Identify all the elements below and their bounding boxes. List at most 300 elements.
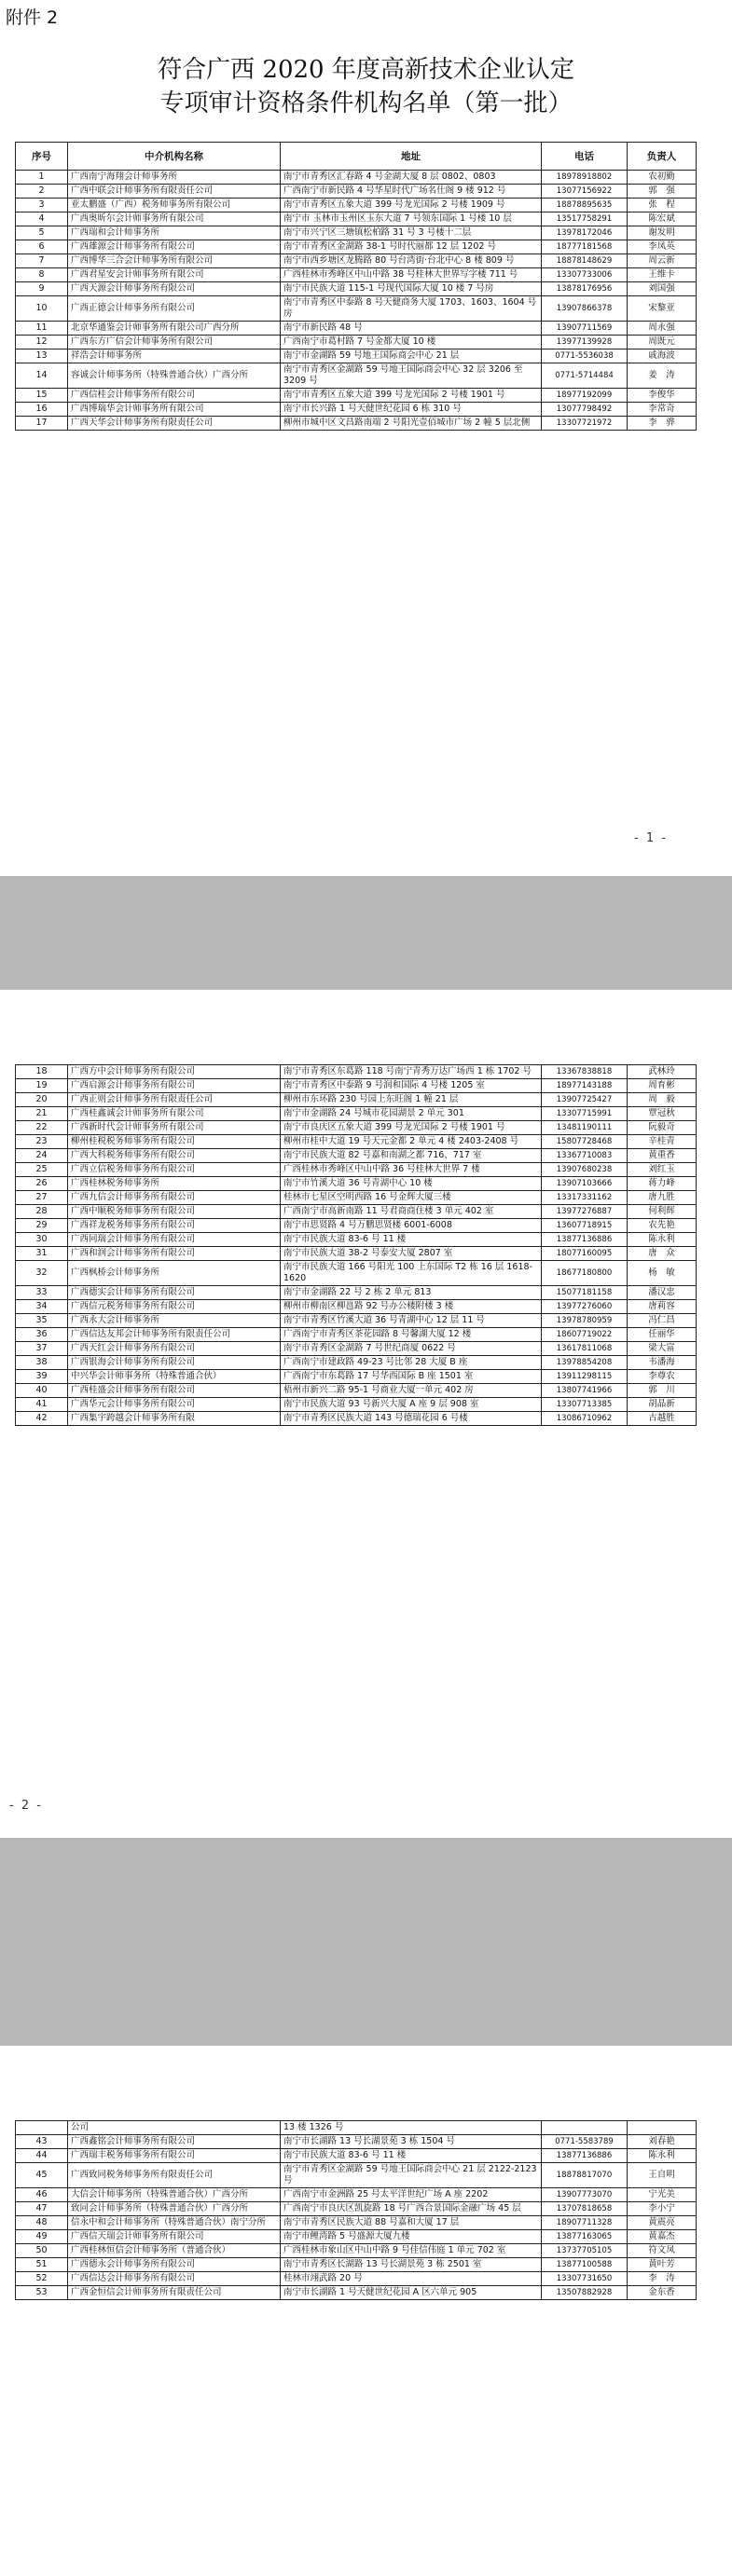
row-leader: 唐九胜	[628, 1191, 697, 1205]
row-agency-name: 广西德永会计师事务所有限公司	[68, 2258, 281, 2272]
row-leader	[628, 2121, 697, 2135]
row-leader: 黄嘉杰	[628, 2230, 697, 2244]
row-address: 广西桂林市秀峰区中山中路 36 号桂林大世界 7 楼	[281, 1163, 542, 1177]
row-seq: 7	[16, 254, 68, 268]
row-seq: 1	[16, 171, 68, 185]
row-agency-name: 广西信达会计师事务所有限公司	[68, 2272, 281, 2286]
row-agency-name: 广西博瑞华会计师事务所有限公司	[68, 403, 281, 417]
row-seq: 47	[16, 2202, 68, 2216]
row-agency-name: 广西和润会计师事务所有限公司	[68, 1247, 281, 1261]
row-agency-name: 北京华通鉴会计师事务所有限公司广西分所	[68, 322, 281, 336]
row-leader: 辛桂青	[628, 1135, 697, 1149]
table-row	[16, 240, 697, 254]
row-seq: 48	[16, 2216, 68, 2230]
row-phone: 13978172046	[542, 226, 628, 240]
row-address: 南宁市民族大道 83-6 号 11 楼	[281, 1233, 542, 1247]
row-address: 南宁市良庆区五象大道 399 号龙光国际 2 号楼 1901 号	[281, 1121, 542, 1135]
row-seq: 16	[16, 403, 68, 417]
row-seq: 39	[16, 1370, 68, 1384]
row-agency-name: 信永中和会计师事务所（特殊普通合伙）南宁分所	[68, 2216, 281, 2230]
row-phone: 13481190111	[542, 1121, 628, 1135]
row-seq: 27	[16, 1191, 68, 1205]
row-seq: 46	[16, 2188, 68, 2202]
row-address: 南宁市青秀区民族大道 88 号嘉和大厦 17 层	[281, 2216, 542, 2230]
row-seq: 15	[16, 389, 68, 403]
row-address: 南宁市竹溪大道 36 号青湖中心 10 楼	[281, 1177, 542, 1191]
row-phone: 13878176956	[542, 282, 628, 296]
row-agency-name: 广西集宇跨越会计师事务所有限	[68, 1412, 281, 1426]
row-address: 广西南宁市东葛路 17 号华西国际 B 座 1501 室	[281, 1370, 542, 1384]
row-seq: 13	[16, 349, 68, 363]
table-row	[16, 1247, 697, 1261]
row-address: 南宁市金湖路 24 号城市花园湖景 2 单元 301	[281, 1107, 542, 1121]
table-row	[16, 268, 697, 282]
row-leader: 梁大富	[628, 1342, 697, 1356]
row-seq: 30	[16, 1233, 68, 1247]
table-row	[16, 349, 697, 363]
row-leader: 符文凤	[628, 2244, 697, 2258]
row-phone: 15077181158	[542, 1286, 628, 1300]
table-row	[16, 185, 697, 199]
table-row	[16, 199, 697, 212]
row-address: 广西南宁市建政路 49-23 号比邻 28 大厦 B 座	[281, 1356, 542, 1370]
table-row	[16, 1149, 697, 1163]
table-row	[16, 2188, 697, 2202]
row-phone: 13077156922	[542, 185, 628, 199]
row-address: 南宁市长湖路 13 号长湖景苑 3 栋 1504 号	[281, 2135, 542, 2149]
row-leader: 黄叶芳	[628, 2258, 697, 2272]
table-row	[16, 1314, 697, 1328]
row-phone: 13707818658	[542, 2202, 628, 2216]
page-number: - 2 -	[9, 1799, 43, 1813]
row-phone: 18677180800	[542, 1261, 628, 1286]
table-header-row	[16, 143, 697, 171]
row-leader: 覃冠秋	[628, 1107, 697, 1121]
table-row	[16, 1342, 697, 1356]
row-leader: 周 毅	[628, 1093, 697, 1107]
row-agency-name: 广西东方广信会计师事务所有限公司	[68, 336, 281, 349]
row-seq: 41	[16, 1398, 68, 1412]
row-leader: 李 骅	[628, 417, 697, 431]
row-address: 广西南宁市葛村路 7 号金都大厦 10 楼	[281, 336, 542, 349]
row-leader: 刘春艳	[628, 2135, 697, 2149]
row-leader: 宋黎亚	[628, 296, 697, 322]
row-agency-name: 广西君星安会计师事务所有限公司	[68, 268, 281, 282]
row-seq: 4	[16, 212, 68, 226]
table-body	[16, 2121, 697, 2300]
row-leader: 韦潘海	[628, 1356, 697, 1370]
row-agency-name: 广西永大会计师事务所	[68, 1314, 281, 1328]
table-row	[16, 363, 697, 389]
table-row	[16, 336, 697, 349]
row-seq: 28	[16, 1205, 68, 1219]
agency-table-page-2	[15, 1064, 697, 1426]
table-row	[16, 1121, 697, 1135]
row-leader: 周既元	[628, 336, 697, 349]
table-row	[16, 322, 697, 336]
row-address: 广西南宁市良庆区凯旋路 18 号广西合景国际金融广场 45 层	[281, 2202, 542, 2216]
table-row	[16, 1079, 697, 1093]
row-agency-name: 广西同瑞会计师事务所有限公司	[68, 1233, 281, 1247]
row-seq: 14	[16, 363, 68, 389]
row-agency-name: 广西天源会计师事务所有限公司	[68, 282, 281, 296]
table-row	[16, 254, 697, 268]
row-address: 广西南宁市新民路 4 号华星时代广场名仕阁 9 楼 912 号	[281, 185, 542, 199]
table-row	[16, 1093, 697, 1107]
page-number: - 1 -	[634, 831, 668, 845]
row-address: 南宁市青秀区中泰路 8 号天健商务大厦 1703、1603、1604 号房	[281, 296, 542, 322]
row-leader: 农先艳	[628, 1219, 697, 1233]
row-phone: 13307731650	[542, 2272, 628, 2286]
row-leader: 任丽华	[628, 1328, 697, 1342]
table-row	[16, 2258, 697, 2272]
row-agency-name: 广西方中会计师事务所有限公司	[68, 1065, 281, 1079]
document-page-2	[0, 990, 732, 1838]
row-phone	[542, 2121, 628, 2135]
row-address: 柳州市桂中大道 19 号天元金都 2 单元 4 楼 2403-2408 号	[281, 1135, 542, 1149]
row-phone: 15807728468	[542, 1135, 628, 1149]
header-phone: 电话	[542, 143, 628, 171]
table-row	[16, 1412, 697, 1426]
row-leader: 蒋力峰	[628, 1177, 697, 1191]
table-body	[16, 1065, 697, 1426]
table-row	[16, 1286, 697, 1300]
row-agency-name: 广西启源会计师事务所有限公司	[68, 1079, 281, 1093]
row-agency-name: 广西金恒信会计师事务所有限责任公司	[68, 2286, 281, 2300]
row-seq: 50	[16, 2244, 68, 2258]
row-seq: 10	[16, 296, 68, 322]
row-agency-name: 广西银海会计师事务所有限公司	[68, 1356, 281, 1370]
row-agency-name: 亚太鹏盛（广西）税务师事务所有限公司	[68, 199, 281, 212]
row-leader: 黄重香	[628, 1149, 697, 1163]
row-seq: 3	[16, 199, 68, 212]
row-seq: 9	[16, 282, 68, 296]
row-agency-name: 广西桂林税务师事务所	[68, 1177, 281, 1191]
row-leader: 陈宏斌	[628, 212, 697, 226]
row-address: 南宁市新民路 48 号	[281, 322, 542, 336]
row-leader: 李俊华	[628, 389, 697, 403]
row-leader: 李常奇	[628, 403, 697, 417]
row-address: 南宁市青秀区民族大道 143 号德瑞花园 6 号楼	[281, 1412, 542, 1426]
row-agency-name: 广西正德会计师事务所有限公司	[68, 296, 281, 322]
row-phone: 18977143188	[542, 1079, 628, 1093]
row-seq: 5	[16, 226, 68, 240]
row-agency-name: 广西中顺税务师事务所有限公司	[68, 1205, 281, 1219]
row-phone: 13086710962	[542, 1412, 628, 1426]
row-phone: 13517758291	[542, 212, 628, 226]
row-seq: 22	[16, 1121, 68, 1135]
row-leader: 金东香	[628, 2286, 697, 2300]
row-seq: 33	[16, 1286, 68, 1300]
row-agency-name: 广西大科税务师事务所有限公司	[68, 1149, 281, 1163]
row-seq: 2	[16, 185, 68, 199]
row-address: 南宁市民族大道 166 号阳光 100 上东国际 T2 栋 16 层 1618-1620	[281, 1261, 542, 1286]
row-leader: 杨 敏	[628, 1261, 697, 1286]
row-leader: 刘国强	[628, 282, 697, 296]
row-leader: 李 涛	[628, 2272, 697, 2286]
row-leader: 何利辉	[628, 1205, 697, 1219]
row-leader: 武林玲	[628, 1065, 697, 1079]
row-phone: 18878817070	[542, 2163, 628, 2188]
table-row	[16, 2135, 697, 2149]
row-phone: 13617811068	[542, 1342, 628, 1356]
row-phone: 13737705105	[542, 2244, 628, 2258]
row-address: 南宁市青秀区金湖路 59 号地王国际商会中心 32 层 3206 至 3209 号	[281, 363, 542, 389]
document-page-1	[0, 0, 732, 876]
row-leader: 周育彬	[628, 1079, 697, 1093]
table-row	[16, 1065, 697, 1079]
row-phone: 18777181568	[542, 240, 628, 254]
table-row	[16, 1177, 697, 1191]
row-agency-name: 广西九信会计师事务所有限公司	[68, 1191, 281, 1205]
table-row	[16, 2121, 697, 2135]
row-phone: 13367710083	[542, 1149, 628, 1163]
table-row	[16, 296, 697, 322]
row-address: 南宁市长湖路 1 号天健世纪花园 A 区六单元 905	[281, 2286, 542, 2300]
row-leader: 冯仁昌	[628, 1314, 697, 1328]
row-leader: 郭 川	[628, 1384, 697, 1398]
row-address: 南宁市青秀区五象大道 399 号龙光国际 2 号楼 1901 号	[281, 389, 542, 403]
row-seq: 44	[16, 2149, 68, 2163]
row-address: 柳州市东环路 230 号园上东旺阁 1 幢 21 层	[281, 1093, 542, 1107]
row-address: 南宁市 玉林市玉州区玉东大道 7 号领东国际 1 号楼 10 层	[281, 212, 542, 226]
row-address: 南宁市民族大道 82 号嘉和南湖之都 716、717 室	[281, 1149, 542, 1163]
row-agency-name: 广西枫桥会计师事务所	[68, 1261, 281, 1286]
row-phone: 0771-5714484	[542, 363, 628, 389]
row-seq: 38	[16, 1356, 68, 1370]
row-phone: 13877136886	[542, 1233, 628, 1247]
row-phone: 13307721972	[542, 417, 628, 431]
row-agency-name: 祥浩会计师事务所	[68, 349, 281, 363]
row-seq: 36	[16, 1328, 68, 1342]
row-phone: 13907711569	[542, 322, 628, 336]
table-row	[16, 212, 697, 226]
table-row	[16, 1328, 697, 1342]
row-seq: 8	[16, 268, 68, 282]
row-seq: 31	[16, 1247, 68, 1261]
row-phone: 13877100588	[542, 2258, 628, 2272]
header-agency-name: 中介机构名称	[68, 143, 281, 171]
table-row	[16, 1135, 697, 1149]
row-phone: 13907680238	[542, 1163, 628, 1177]
row-address: 广西南宁市高新南路 11 号君商商住楼 3 单元 402 室	[281, 1205, 542, 1219]
row-address: 南宁市青秀区金湖路 59 号地王国际商会中心 21 层 2122-2123 号	[281, 2163, 542, 2188]
row-agency-name: 柳州桂税税务师事务所有限公司	[68, 1135, 281, 1149]
row-agency-name: 广西信桂会计师事务所有限公司	[68, 389, 281, 403]
row-seq: 25	[16, 1163, 68, 1177]
row-address: 广西南宁市金洲路 25 号太平洋世纪广场 A 座 2202	[281, 2188, 542, 2202]
row-phone: 0771-5536038	[542, 349, 628, 363]
row-seq: 35	[16, 1314, 68, 1328]
row-phone: 13807741966	[542, 1384, 628, 1398]
row-seq: 43	[16, 2135, 68, 2149]
row-address: 南宁市青秀区五象大道 399 号龙光国际 2 号楼 1909 号	[281, 199, 542, 212]
table-row	[16, 1261, 697, 1286]
row-agency-name: 大信会计师事务所（特殊普通合伙）广西分所	[68, 2188, 281, 2202]
row-leader: 黄震亮	[628, 2216, 697, 2230]
table-row	[16, 1163, 697, 1177]
table-row	[16, 2286, 697, 2300]
row-phone: 13877136886	[542, 2149, 628, 2163]
row-leader: 周永强	[628, 322, 697, 336]
table-row	[16, 1191, 697, 1205]
table-row	[16, 1370, 697, 1384]
row-leader: 戚海波	[628, 349, 697, 363]
table-row	[16, 1219, 697, 1233]
row-phone: 18878895635	[542, 199, 628, 212]
row-seq: 40	[16, 1384, 68, 1398]
row-seq: 53	[16, 2286, 68, 2300]
row-seq: 49	[16, 2230, 68, 2244]
row-leader: 李凤英	[628, 240, 697, 254]
row-agency-name: 公司	[68, 2121, 281, 2135]
row-agency-name: 容诚会计师事务所（特殊普通合伙）广西分所	[68, 363, 281, 389]
row-agency-name: 广西博华三合会计师事务所有限公司	[68, 254, 281, 268]
row-agency-name: 广西天红会计师事务所有限公司	[68, 1342, 281, 1356]
row-address: 南宁市青秀区东葛路 118 号南宁青秀万达广场西 1 栋 1702 号	[281, 1065, 542, 1079]
row-address: 南宁市青秀区金湖路 38-1 号时代丽都 12 层 1202 号	[281, 240, 542, 254]
row-leader: 陈永利	[628, 2149, 697, 2163]
row-leader: 古越胜	[628, 1412, 697, 1426]
row-address: 南宁市民族大道 115-1 号现代国际大厦 10 楼 7 号房	[281, 282, 542, 296]
table-row	[16, 1233, 697, 1247]
table-row	[16, 2216, 697, 2230]
row-leader: 王自明	[628, 2163, 697, 2188]
row-agency-name: 广西祥龙税务师事务所有限公司	[68, 1219, 281, 1233]
row-phone: 13307733006	[542, 268, 628, 282]
row-agency-name: 中兴华会计师事务所（特殊普通合伙）	[68, 1370, 281, 1384]
row-seq: 51	[16, 2258, 68, 2272]
row-seq: 29	[16, 1219, 68, 1233]
row-seq: 17	[16, 417, 68, 431]
row-phone: 13077798492	[542, 403, 628, 417]
table-row	[16, 2202, 697, 2216]
attachment-label: 附件 2	[6, 7, 59, 28]
row-seq: 37	[16, 1342, 68, 1356]
row-address: 广西南宁市青秀区茶花园路 8 号馨湖大厦 12 楼	[281, 1328, 542, 1342]
document-page-3	[0, 2046, 732, 2576]
table-row	[16, 1356, 697, 1370]
row-address: 南宁市青秀区长湖路 13 号长湖景苑 3 栋 2501 室	[281, 2258, 542, 2272]
row-address: 南宁市青秀区金湖路 7 号世纪商厦 0622 号	[281, 1342, 542, 1356]
row-leader: 阮毅奇	[628, 1121, 697, 1135]
row-address: 南宁市长兴路 1 号天健世纪花园 6 栋 310 号	[281, 403, 542, 417]
header-seq: 序号	[16, 143, 68, 171]
row-address: 南宁市民族大道 83-6 号 11 楼	[281, 2149, 542, 2163]
row-phone: 13307715991	[542, 1107, 628, 1121]
row-seq: 24	[16, 1149, 68, 1163]
row-agency-name: 广西信天瑞会计师事务所有限公司	[68, 2230, 281, 2244]
table-body	[16, 171, 697, 431]
row-seq: 11	[16, 322, 68, 336]
row-address: 南宁市西乡塘区龙腾路 80 号台湾街·台北中心 8 楼 809 号	[281, 254, 542, 268]
row-agency-name: 致同会计师事务所（特殊普通合伙）广西分所	[68, 2202, 281, 2216]
table-row	[16, 282, 697, 296]
table-row	[16, 2149, 697, 2163]
row-address: 南宁市鲤湾路 5 号盛源大厦九楼	[281, 2230, 542, 2244]
row-address: 梧州市新兴二路 95-1 号商业大厦一单元 402 房	[281, 1384, 542, 1398]
row-agency-name: 广西立信税务师事务所有限公司	[68, 1163, 281, 1177]
row-address: 南宁市青秀区竹溪大道 36 号青湖中心 12 层 11 号	[281, 1314, 542, 1328]
row-leader: 宁光美	[628, 2188, 697, 2202]
row-agency-name: 广西桂盛会计师事务所有限公司	[68, 1384, 281, 1398]
table-row	[16, 1107, 697, 1121]
row-seq: 21	[16, 1107, 68, 1121]
row-leader: 唐莉容	[628, 1300, 697, 1314]
table-row	[16, 2230, 697, 2244]
row-agency-name: 广西正则会计师事务所有限责任公司	[68, 1093, 281, 1107]
row-agency-name: 广西华元会计师事务所有限公司	[68, 1398, 281, 1412]
table-row	[16, 403, 697, 417]
agency-table-page-1	[15, 142, 697, 431]
row-seq: 32	[16, 1261, 68, 1286]
row-seq: 34	[16, 1300, 68, 1314]
row-address: 南宁市民族大道 38-2 号泰安大厦 2807 室	[281, 1247, 542, 1261]
row-phone: 18878148629	[542, 254, 628, 268]
table-row	[16, 1300, 697, 1314]
row-leader: 刘红玉	[628, 1163, 697, 1177]
row-leader: 陈永利	[628, 1233, 697, 1247]
row-phone: 18978918802	[542, 171, 628, 185]
table-row	[16, 1205, 697, 1219]
row-phone: 13507882928	[542, 2286, 628, 2300]
document-title-line-1: 符合广西 2020 年度高新技术企业认定	[158, 56, 574, 84]
row-agency-name: 广西桂林恒信会计师事务所（普通合伙）	[68, 2244, 281, 2258]
row-leader: 姜 涛	[628, 363, 697, 389]
row-seq: 20	[16, 1093, 68, 1107]
row-phone: 18907711328	[542, 2216, 628, 2230]
row-leader: 郭 强	[628, 185, 697, 199]
row-phone: 13877163065	[542, 2230, 628, 2244]
row-seq: 42	[16, 1412, 68, 1426]
row-seq: 26	[16, 1177, 68, 1191]
row-seq: 12	[16, 336, 68, 349]
row-leader: 谢发明	[628, 226, 697, 240]
row-agency-name: 广西奥昕尔会计师事务所有限公司	[68, 212, 281, 226]
row-leader: 李尊农	[628, 1370, 697, 1384]
row-agency-name: 广西天华会计师事务所有限责任公司	[68, 417, 281, 431]
row-address: 13 楼 1326 号	[281, 2121, 542, 2135]
row-agency-name: 广西瑞和会计师事务所	[68, 226, 281, 240]
row-phone: 13307713385	[542, 1398, 628, 1412]
row-agency-name: 广西信达友邦会计师事务所有限责任公司	[68, 1328, 281, 1342]
row-seq: 23	[16, 1135, 68, 1149]
row-address: 柳州市城中区文昌路南端 2 号阳光壹佰城市广场 2 幢 5 层北侧	[281, 417, 542, 431]
row-agency-name: 广西桂鑫诚会计师事务所有限公司	[68, 1107, 281, 1121]
row-seq: 18	[16, 1065, 68, 1079]
row-agency-name: 广西中联会计师事务所有限责任公司	[68, 185, 281, 199]
row-agency-name: 广西信元税务师事务所有限公司	[68, 1300, 281, 1314]
row-agency-name: 广西南宁海翔会计师事务所	[68, 171, 281, 185]
row-agency-name: 广西雄源会计师事务所有限公司	[68, 240, 281, 254]
row-phone: 13907103666	[542, 1177, 628, 1191]
row-leader: 潘汉忠	[628, 1286, 697, 1300]
row-phone: 13911298115	[542, 1370, 628, 1384]
row-seq: 45	[16, 2163, 68, 2188]
row-phone: 13317331162	[542, 1191, 628, 1205]
row-seq: 19	[16, 1079, 68, 1093]
row-address: 南宁市金湖路 59 号地王国际商会中心 21 层	[281, 349, 542, 363]
row-address: 南宁市兴宁区三塘镇松柏路 31 号 3 号楼十二层	[281, 226, 542, 240]
row-leader: 李小宁	[628, 2202, 697, 2216]
row-phone: 13907773070	[542, 2188, 628, 2202]
row-address: 南宁市金湖路 22 号 2 栋 2 单元 813	[281, 1286, 542, 1300]
row-phone: 13907866378	[542, 296, 628, 322]
row-address: 桂林市翊武路 20 号	[281, 2272, 542, 2286]
row-phone: 13978780959	[542, 1314, 628, 1328]
row-leader: 农初勤	[628, 171, 697, 185]
row-leader: 唐 众	[628, 1247, 697, 1261]
